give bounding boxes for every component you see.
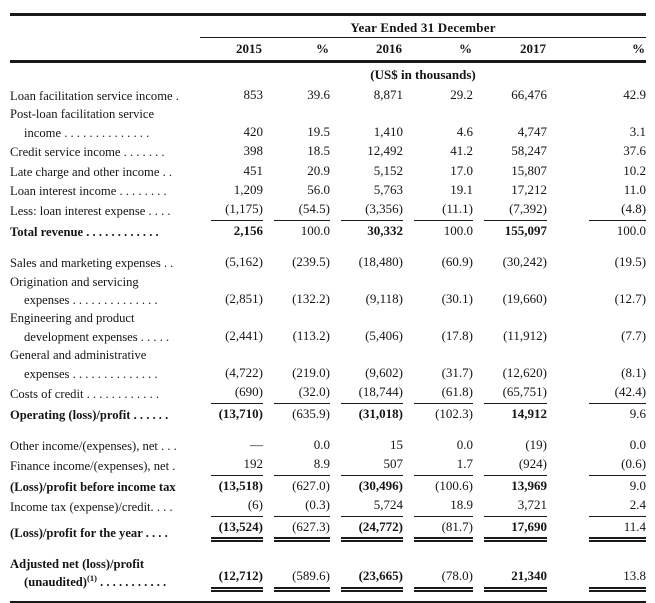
spacer-cell — [10, 543, 646, 555]
cell-value: 58,247 — [511, 143, 547, 159]
cell-value: 1,209 — [233, 182, 263, 198]
column-header-row — [10, 38, 646, 62]
cell-value: 3.1 — [629, 123, 647, 139]
cell-value: (690) — [200, 383, 263, 404]
row-label-line: Income tax (expense)/credit. . . . — [10, 500, 173, 515]
row-label-line: Less: loan interest expense . . . . — [10, 204, 171, 219]
row-label-line: Late charge and other income . . — [10, 164, 173, 179]
cell-value: (5,162) — [225, 254, 263, 270]
cell-value: (11,912) — [503, 327, 547, 343]
row-label-line: Total revenue . . . . . . . . . . . . — [10, 224, 159, 239]
row-label — [10, 162, 200, 181]
cell-value: (19.5) — [614, 254, 647, 270]
cell-value: 15,807 — [511, 162, 547, 178]
cell-value: 9.6 — [629, 405, 647, 421]
row-label — [10, 200, 200, 221]
table-row-5 — [10, 200, 646, 221]
cell-value: 420 — [243, 123, 263, 139]
column-header-0: 2015 — [200, 38, 263, 62]
cell-value: 30,332 — [367, 222, 403, 238]
cell-value: 17,690 — [473, 518, 547, 543]
row-label — [10, 105, 200, 142]
financial-statement-page — [0, 13, 655, 603]
cell-value: 42.9 — [623, 87, 647, 102]
spacer-cell — [10, 241, 646, 253]
units-spacer — [10, 62, 200, 87]
cell-value: 2.4 — [547, 496, 646, 517]
column-header-4: 2017 — [473, 38, 547, 62]
table-row-1 — [10, 105, 646, 142]
cell-value: (9,602) — [365, 364, 403, 380]
cell-value: (30.1) — [441, 291, 473, 307]
cell-value: 192 — [200, 455, 263, 476]
column-header-3: % — [403, 38, 473, 62]
cell-value: 37.6 — [623, 143, 647, 159]
cell-value: 18.5 — [307, 143, 330, 159]
table-row-14 — [10, 455, 646, 476]
table-row-13 — [10, 436, 646, 455]
cell-value: (23,665) — [330, 555, 403, 593]
cell-value: 11.4 — [547, 518, 646, 543]
income-statement-table — [10, 13, 646, 603]
row-label-line: Loan interest income . . . . . . . . — [10, 184, 167, 199]
cell-value: 398 — [243, 143, 263, 159]
row-label — [10, 346, 200, 383]
column-header-spacer — [10, 38, 200, 62]
cell-value: 8,871 — [373, 87, 403, 102]
row-label — [10, 383, 200, 404]
cell-value: 41.2 — [450, 143, 473, 159]
cell-value: (24,772) — [330, 518, 403, 543]
cell-value: (113.2) — [292, 327, 330, 343]
cell-value: (12.7) — [614, 291, 647, 307]
cell-value: (54.5) — [263, 200, 330, 221]
row-label-line: Sales and marketing expenses . . — [10, 256, 174, 271]
cell-value: 13,969 — [511, 477, 547, 493]
table-row-9 — [10, 309, 646, 346]
row-label-line: Other income/(expenses), net . . . — [10, 438, 177, 453]
cell-value: 39.6 — [307, 87, 330, 102]
cell-value: 17.0 — [450, 162, 473, 178]
cell-value: (12,620) — [502, 364, 547, 380]
row-label-line: (Loss)/profit for the year . . . . — [10, 525, 168, 540]
cell-value: 11.0 — [623, 182, 647, 198]
cell-value: (1,175) — [200, 200, 263, 221]
cell-value: (6) — [200, 496, 263, 517]
spacer-row — [10, 241, 646, 253]
cell-value: (42.4) — [547, 383, 646, 404]
cell-value: (924) — [473, 455, 547, 476]
group-header: Year Ended 31 December — [200, 15, 646, 38]
cell-value: (4,722) — [225, 364, 263, 380]
cell-value: (132.2) — [292, 291, 330, 307]
table-row-0 — [10, 86, 646, 105]
cell-value: (18,480) — [358, 254, 403, 270]
row-label — [10, 86, 200, 105]
footnote-ref: (1) — [87, 573, 97, 584]
cell-value: (13,518) — [218, 477, 263, 493]
cell-value: (100.6) — [435, 477, 473, 493]
row-label-line: Engineering and product — [10, 311, 135, 326]
cell-value: (7.7) — [621, 327, 647, 343]
cell-value: (12,712) — [200, 555, 263, 593]
spacer-cell — [10, 424, 646, 436]
bottom-rule — [10, 593, 646, 603]
cell-value: (31,018) — [358, 405, 403, 421]
cell-value: 18.9 — [403, 496, 473, 517]
row-label — [10, 273, 200, 310]
row-label — [10, 405, 200, 424]
table-row-15 — [10, 477, 646, 496]
row-label — [10, 222, 200, 241]
row-label-line: (Loss)/profit before income tax — [10, 479, 176, 494]
table-row-11 — [10, 383, 646, 404]
cell-value: (13,524) — [200, 518, 263, 543]
cell-value: (11.1) — [403, 200, 473, 221]
table-row-2 — [10, 142, 646, 161]
cell-value: 29.2 — [450, 87, 473, 102]
table-row-3 — [10, 162, 646, 181]
cell-value: 4,747 — [517, 123, 547, 139]
cell-value: (60.9) — [441, 254, 473, 270]
bottom-rule-row — [10, 593, 646, 603]
row-label-line: General and administrative — [10, 348, 147, 363]
cell-value: 5,724 — [330, 496, 403, 517]
group-header-spacer — [10, 15, 200, 38]
table-row-17 — [10, 518, 646, 543]
cell-value: 4.6 — [456, 123, 473, 139]
cell-value: (31.7) — [441, 364, 473, 380]
row-label-line: (unaudited)$^{(1)}$ . . . . . . . . . . . — [24, 573, 167, 590]
cell-value: 3,721 — [473, 496, 547, 517]
row-label-line: expenses . . . . . . . . . . . . . . — [24, 293, 158, 308]
cell-value: (589.6) — [263, 555, 330, 593]
cell-value: 17,212 — [511, 182, 547, 198]
cell-value: 5,763 — [373, 182, 403, 198]
row-label-line: expenses . . . . . . . . . . . . . . — [24, 366, 158, 381]
row-label-line: income . . . . . . . . . . . . . . — [24, 125, 150, 140]
column-header-2: 2016 — [330, 38, 403, 62]
group-header-row — [10, 15, 646, 38]
cell-value: 10.2 — [623, 162, 647, 178]
cell-value: 0.0 — [456, 436, 473, 452]
cell-value: 100.0 — [616, 222, 647, 238]
row-label — [10, 309, 200, 346]
cell-value: (61.8) — [403, 383, 473, 404]
cell-value: (19) — [525, 436, 547, 452]
spacer-row — [10, 543, 646, 555]
cell-value: 451 — [243, 162, 263, 178]
cell-value: (219.0) — [292, 364, 330, 380]
row-label-line: Costs of credit . . . . . . . . . . . . — [10, 387, 160, 402]
table-row-8 — [10, 273, 646, 310]
row-label-line: Origination and servicing — [10, 274, 139, 289]
cell-value: (0.3) — [263, 496, 330, 517]
row-label-line: Credit service income . . . . . . . — [10, 145, 165, 160]
cell-value: (2,851) — [225, 291, 263, 307]
cell-value: (30,496) — [358, 477, 403, 493]
cell-value: (2,441) — [225, 327, 263, 343]
cell-value: 56.0 — [307, 182, 330, 198]
cell-value: 8.9 — [263, 455, 330, 476]
row-label — [10, 455, 200, 476]
cell-value: 15 — [390, 436, 403, 452]
row-label — [10, 436, 200, 455]
cell-value: (19,660) — [502, 291, 547, 307]
row-label-line: Operating (loss)/profit . . . . . . — [10, 407, 169, 422]
cell-value: (5,406) — [365, 327, 403, 343]
cell-value: (0.6) — [547, 455, 646, 476]
cell-value: 1.7 — [403, 455, 473, 476]
cell-value: (4.8) — [547, 200, 646, 221]
cell-value: (18,744) — [330, 383, 403, 404]
cell-value: (102.3) — [435, 405, 473, 421]
cell-value: (627.3) — [263, 518, 330, 543]
row-label-line: Loan facilitation service income . — [10, 89, 179, 103]
cell-value: (9,118) — [365, 291, 403, 307]
cell-value: 155,097 — [504, 222, 547, 238]
cell-value: 1,410 — [373, 123, 403, 139]
cell-value: 0.0 — [629, 436, 647, 452]
column-header-5: % — [547, 38, 646, 62]
cell-value: (8.1) — [621, 364, 647, 380]
cell-value: — — [250, 436, 263, 452]
cell-value: (635.9) — [292, 405, 330, 421]
units-note: (US$ in thousands) — [370, 67, 476, 82]
cell-value: (65,751) — [473, 383, 547, 404]
cell-value: (78.0) — [403, 555, 473, 593]
table-row-12 — [10, 405, 646, 424]
cell-value: (81.7) — [403, 518, 473, 543]
cell-value: 19.5 — [307, 123, 330, 139]
cell-value: (32.0) — [263, 383, 330, 404]
row-label — [10, 555, 200, 593]
cell-value: (239.5) — [292, 254, 330, 270]
row-label — [10, 518, 200, 543]
cell-value: (30,242) — [502, 254, 547, 270]
cell-value: 13.8 — [547, 555, 646, 593]
table-row-7 — [10, 253, 646, 272]
units-row — [10, 62, 646, 87]
row-label-line: Adjusted net (loss)/profit — [10, 556, 145, 571]
cell-value: 14,912 — [511, 405, 547, 421]
row-label — [10, 253, 200, 272]
cell-value: 100.0 — [300, 222, 330, 238]
cell-value: 66,476 — [511, 87, 547, 102]
row-label — [10, 142, 200, 161]
cell-value: 853 — [243, 87, 263, 102]
cell-value: 2,156 — [233, 222, 263, 238]
cell-value: 21,340 — [473, 555, 547, 593]
cell-value: 0.0 — [313, 436, 330, 452]
row-label — [10, 181, 200, 200]
cell-value: (627.0) — [292, 477, 330, 493]
table-row-10 — [10, 346, 646, 383]
table-row-16 — [10, 496, 646, 517]
cell-value: (3,356) — [330, 200, 403, 221]
table-row-18 — [10, 555, 646, 593]
cell-value: (17.8) — [441, 327, 473, 343]
cell-value: 100.0 — [443, 222, 473, 238]
table-row-4 — [10, 181, 646, 200]
cell-value: 507 — [330, 455, 403, 476]
column-header-1: % — [263, 38, 330, 62]
table-row-6 — [10, 222, 646, 241]
cell-value: (7,392) — [473, 200, 547, 221]
row-label-line: Finance income/(expenses), net . — [10, 459, 176, 474]
spacer-row — [10, 424, 646, 436]
row-label-line: development expenses . . . . . — [24, 329, 170, 344]
cell-value: (13,710) — [218, 405, 263, 421]
row-label — [10, 477, 200, 496]
cell-value: 5,152 — [373, 162, 403, 178]
cell-value: 20.9 — [307, 162, 330, 178]
cell-value: 19.1 — [450, 182, 473, 198]
cell-value: 12,492 — [367, 143, 403, 159]
row-label — [10, 496, 200, 517]
cell-value: 9.0 — [629, 477, 647, 493]
row-label-line: Post-loan facilitation service — [10, 107, 155, 122]
